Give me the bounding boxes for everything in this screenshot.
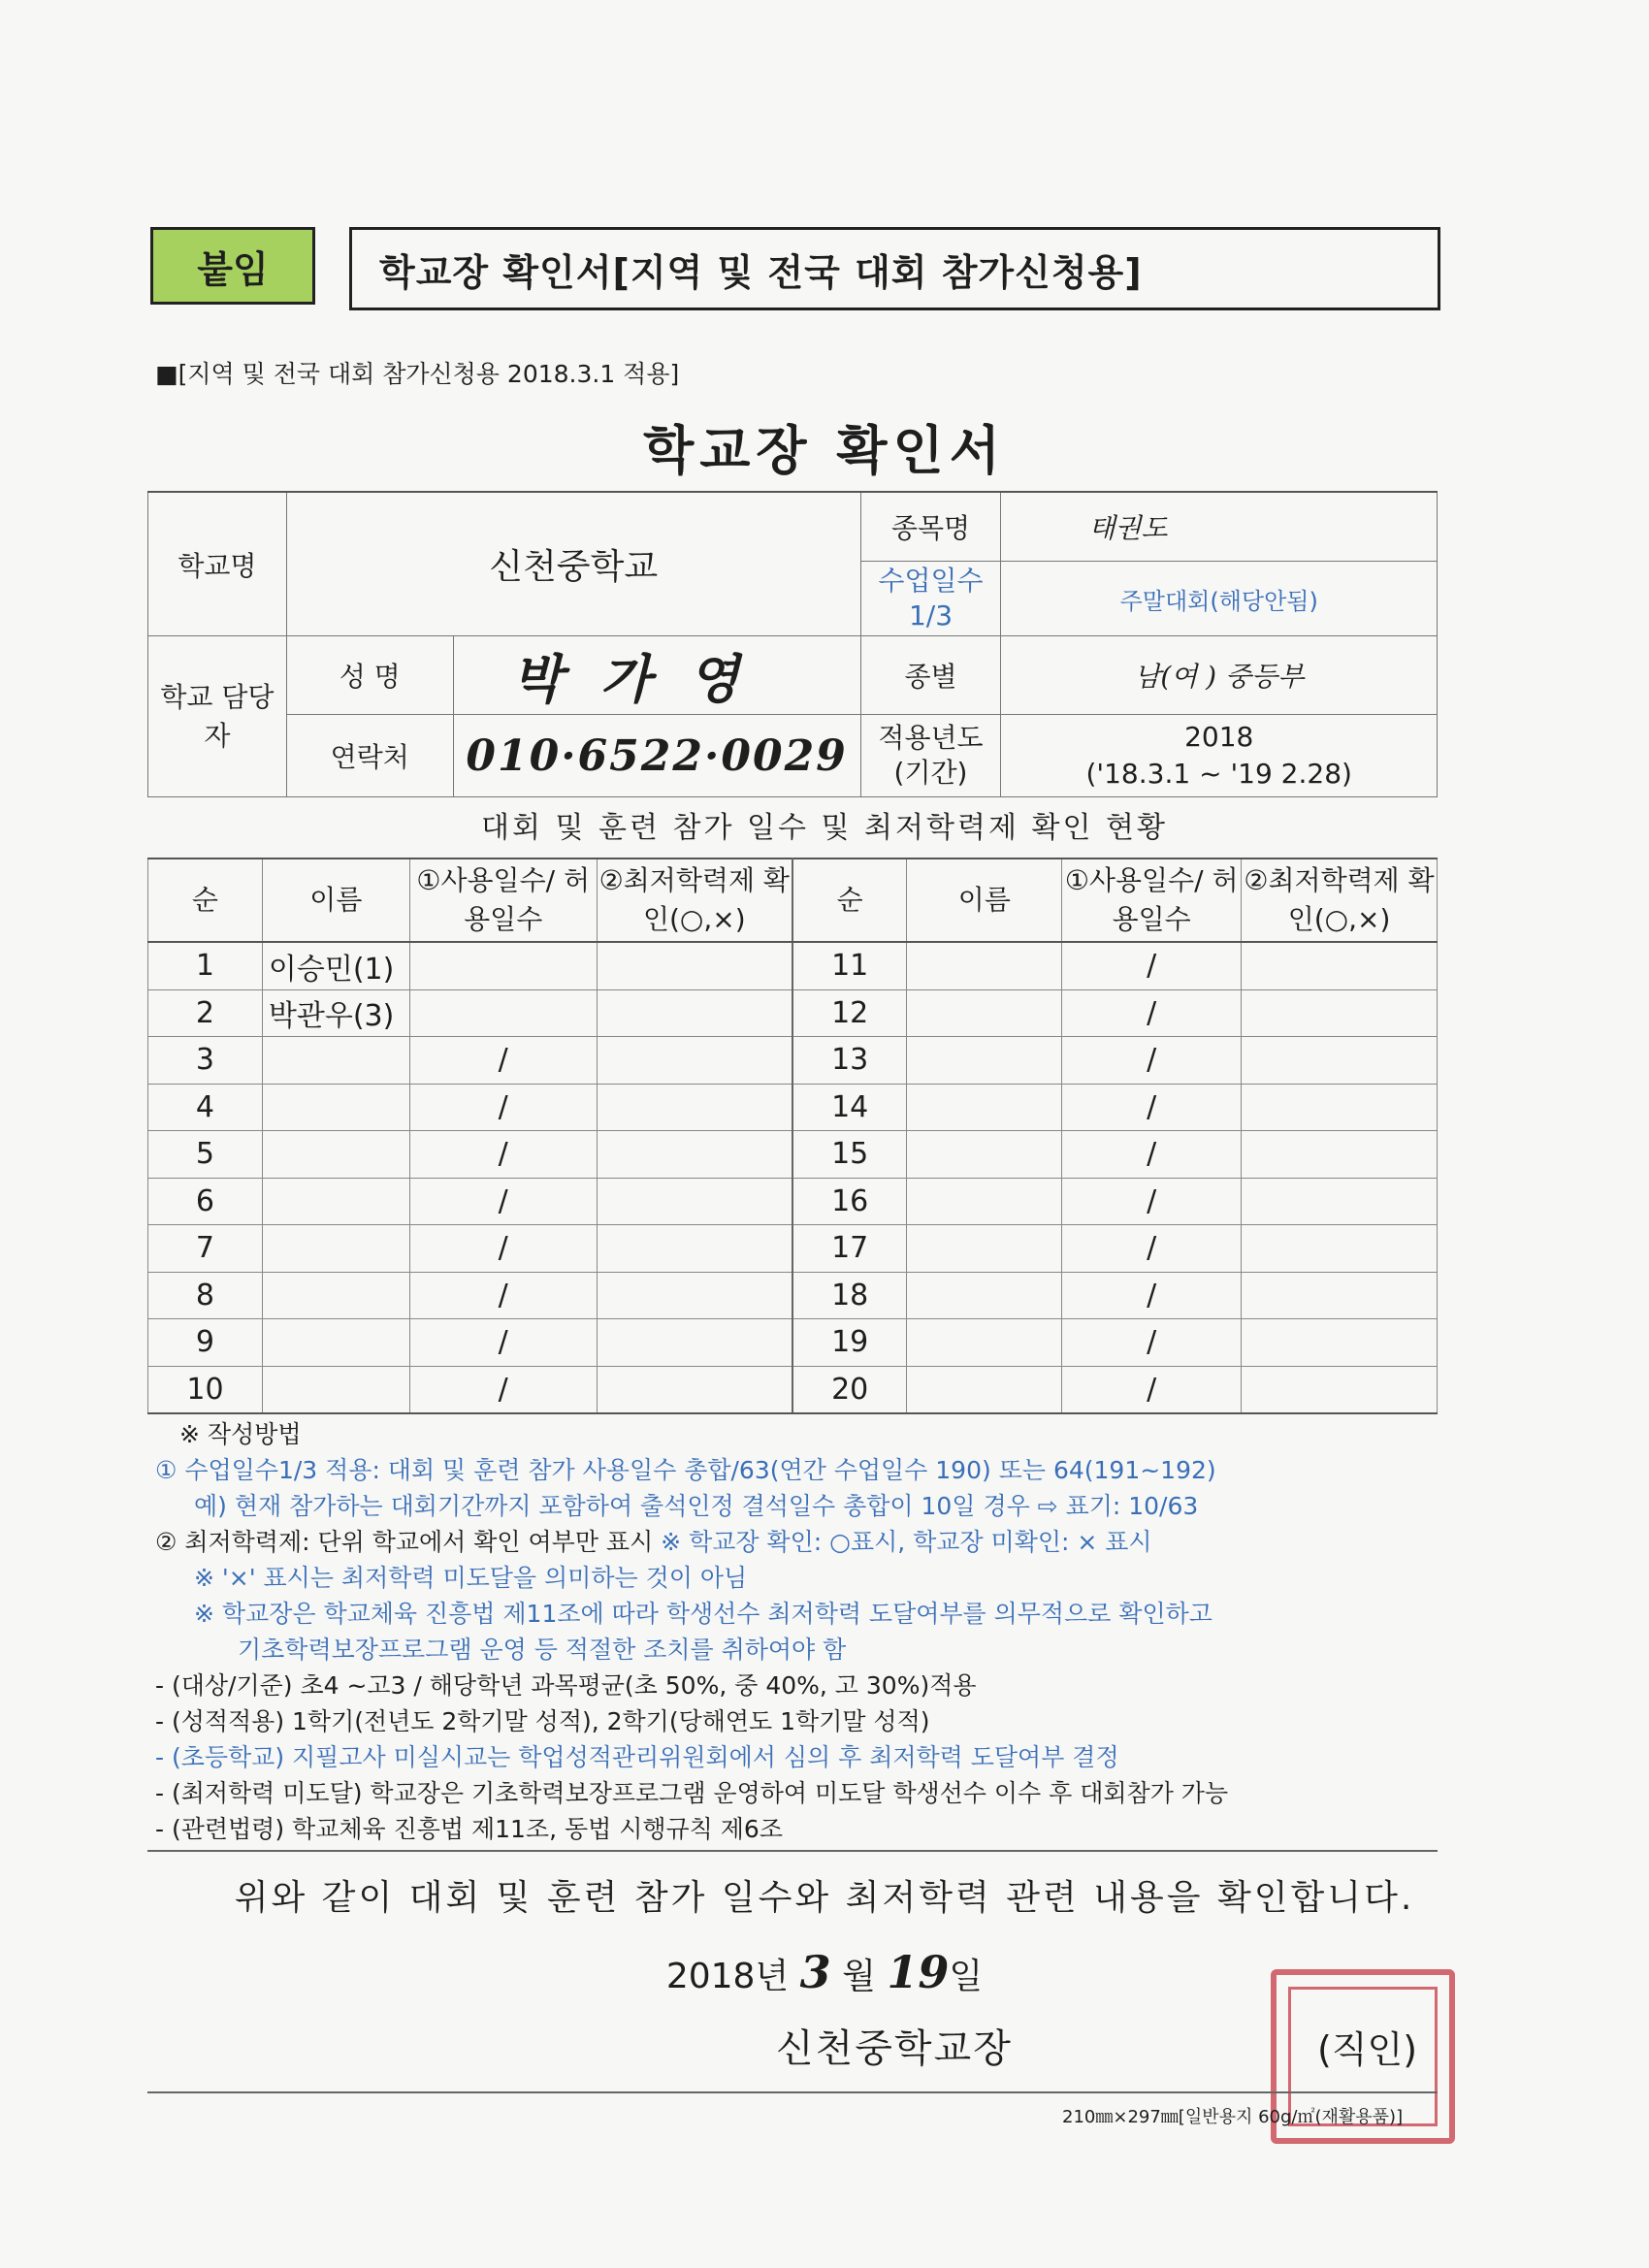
student-name-right	[907, 989, 1062, 1037]
date-month: 3	[799, 1946, 831, 1998]
student-name-right	[907, 1225, 1062, 1273]
days-right: /	[1062, 1319, 1242, 1367]
row-number-left: 1	[148, 942, 263, 989]
student-name-left	[262, 1272, 409, 1319]
class-days-label: 수업일수 1/3	[860, 562, 1001, 636]
check-right	[1242, 1366, 1438, 1413]
student-name-left	[262, 1037, 409, 1085]
note-4b: 기초학력보장프로그램 운영 등 적절한 조치를 취하여야 함	[238, 1636, 847, 1664]
participation-table	[147, 858, 1438, 1414]
student-name-left	[262, 1225, 409, 1273]
date-day-unit: 일	[949, 1957, 984, 1996]
student-name-left: 이승민(1)	[262, 942, 409, 989]
detail-5: - (관련법령) 학교체육 진흥법 제11조, 동법 시행규칙 제6조	[155, 1815, 783, 1843]
table-row	[148, 1084, 1438, 1131]
check-right	[1242, 1319, 1438, 1367]
student-name-right	[907, 1319, 1062, 1367]
note-2a: ② 최저학력제: 단위 학교에서 확인 여부만 표시	[155, 1528, 654, 1556]
col-days: ①사용일수/ 허용일수	[409, 859, 597, 942]
row-number-right: 20	[792, 1366, 907, 1413]
student-name-left	[262, 1319, 409, 1367]
gender-value: 남(여 ) 중등부	[1001, 636, 1438, 715]
student-name-right	[907, 1366, 1062, 1413]
confirmation-text: 위와 같이 대회 및 훈련 참가 일수와 최저학력 관련 내용을 확인합니다.	[234, 1878, 1415, 1918]
row-number-left: 6	[148, 1178, 263, 1225]
check-left	[597, 1178, 792, 1225]
student-name-right	[907, 1131, 1062, 1179]
school-name: 신천중학교	[286, 492, 860, 636]
name-label: 성 명	[286, 636, 453, 715]
row-number-left: 8	[148, 1272, 263, 1319]
check-left	[597, 1272, 792, 1319]
col-days: ①사용일수/ 허용일수	[1062, 859, 1242, 942]
sport-label: 종목명	[860, 492, 1001, 562]
year-cell	[1001, 715, 1438, 797]
student-name-left	[262, 1131, 409, 1179]
check-left	[597, 1037, 792, 1085]
col-name: 이름	[907, 859, 1062, 942]
check-left	[597, 1084, 792, 1131]
gender-label: 종별	[860, 636, 1001, 715]
check-right	[1242, 1084, 1438, 1131]
check-left	[597, 989, 792, 1037]
row-number-right: 14	[792, 1084, 907, 1131]
row-number-right: 17	[792, 1225, 907, 1273]
contact-value: 010·6522·0029	[453, 715, 860, 797]
check-right	[1242, 1178, 1438, 1225]
days-left: /	[409, 1084, 597, 1131]
days-left: /	[409, 1131, 597, 1179]
detail-1: - (대상/기준) 초4 ~고3 / 해당학년 과목평균(초 50%, 중 40%, 고 30%)적용	[155, 1671, 977, 1700]
row-number-right: 11	[792, 942, 907, 989]
row-number-left: 5	[148, 1131, 263, 1179]
section-title: 대회 및 훈련 참가 일수 및 최저학력제 확인 현황	[481, 811, 1168, 845]
detail-4: - (최저학력 미도달) 학교장은 기초학력보장프로그램 운영하여 미도달 학생선수 이수 후 대회참가 가능	[155, 1779, 1229, 1807]
student-name-right	[907, 1272, 1062, 1319]
days-right: /	[1062, 1366, 1242, 1413]
check-left	[597, 1131, 792, 1179]
days-right: /	[1062, 1131, 1242, 1179]
days-right: /	[1062, 1037, 1242, 1085]
days-left: /	[409, 1178, 597, 1225]
student-name-right	[907, 1084, 1062, 1131]
col-check: ②최저학력제 확인(○,×)	[1242, 859, 1438, 942]
check-right	[1242, 1037, 1438, 1085]
days-left: /	[409, 1319, 597, 1367]
notes-heading: ※ 작성방법	[179, 1420, 302, 1448]
row-number-left: 10	[148, 1366, 263, 1413]
row-number-right: 18	[792, 1272, 907, 1319]
date-year: 2018년	[665, 1957, 790, 1996]
days-left	[409, 989, 597, 1037]
table-row	[148, 942, 1438, 989]
col-no: 순	[792, 859, 907, 942]
student-name-right	[907, 1037, 1062, 1085]
principal-signature-line: 신천중학교장	[776, 2026, 1013, 2071]
check-left	[597, 942, 792, 989]
check-right	[1242, 1131, 1438, 1179]
detail-3: - (초등학교) 지필고사 미실시교는 학업성적관리위원회에서 심의 후 최저학력 도달여부 결정	[155, 1743, 1119, 1771]
school-label: 학교명	[148, 492, 287, 636]
row-number-right: 19	[792, 1319, 907, 1367]
check-right	[1242, 1225, 1438, 1273]
note-2b: ※ 학교장 확인: ○표시, 학교장 미확인: × 표시	[661, 1528, 1152, 1556]
days-left	[409, 942, 597, 989]
table-row	[148, 1225, 1438, 1273]
days-left: /	[409, 1037, 597, 1085]
paper-spec-note: 210㎜×297㎜[일반용지 60g/㎡(재활용품)]	[1062, 2107, 1404, 2127]
check-right	[1242, 1272, 1438, 1319]
col-check: ②최저학력제 확인(○,×)	[597, 859, 792, 942]
row-number-right: 15	[792, 1131, 907, 1179]
table-row	[148, 1178, 1438, 1225]
attachment-badge: 붙임	[150, 227, 315, 305]
student-name-right	[907, 942, 1062, 989]
days-right: /	[1062, 1178, 1242, 1225]
table-row	[148, 1366, 1438, 1413]
table-row	[148, 1037, 1438, 1085]
detail-2: - (성적적용) 1학기(전년도 2학기말 성적), 2학기(당해연도 1학기말 성적)	[155, 1707, 930, 1735]
sport-value: 태권도	[1001, 492, 1438, 562]
check-right	[1242, 989, 1438, 1037]
row-number-left: 4	[148, 1084, 263, 1131]
name-value: 박 가 영	[453, 636, 860, 715]
row-number-left: 9	[148, 1319, 263, 1367]
student-name-left: 박관우(3)	[262, 989, 409, 1037]
seal-label: (직인)	[1317, 2028, 1418, 2071]
check-left	[597, 1366, 792, 1413]
info-table	[147, 491, 1438, 797]
days-right: /	[1062, 1084, 1242, 1131]
col-no: 순	[148, 859, 263, 942]
student-name-left	[262, 1366, 409, 1413]
table-row	[148, 1272, 1438, 1319]
document-title: 학교장 확인서	[643, 420, 1006, 481]
form-subnote: ■[지역 및 전국 대회 참가신청용 2018.3.1 적용]	[155, 360, 680, 388]
days-right: /	[1062, 989, 1242, 1037]
date-month-unit: 월	[842, 1957, 876, 1996]
row-number-left: 2	[148, 989, 263, 1037]
student-name-left	[262, 1084, 409, 1131]
note-1a: ① 수업일수1/3 적용: 대회 및 훈련 참가 사용일수 총합/63(연간 수업일수 190) 또는 64(191~192)	[155, 1456, 1216, 1484]
staff-label: 학교 담당자	[148, 636, 287, 797]
class-days-value: 주말대회(해당안됨)	[1001, 562, 1438, 636]
check-right	[1242, 942, 1438, 989]
row-number-left: 3	[148, 1037, 263, 1085]
student-name-left	[262, 1178, 409, 1225]
table-row	[148, 1131, 1438, 1179]
row-number-right: 16	[792, 1178, 907, 1225]
days-right: /	[1062, 1272, 1242, 1319]
table-row	[148, 1319, 1438, 1367]
note-1b: 예) 현재 참가하는 대회기간까지 포함하여 출석인정 결석일수 총합이 10일 경우 ⇨ 표기: 10/63	[194, 1492, 1199, 1520]
form-header-title: 학교장 확인서[지역 및 전국 대회 참가신청용]	[349, 227, 1440, 310]
divider	[147, 1850, 1438, 1852]
days-left: /	[409, 1366, 597, 1413]
period-value: ('18.3.1 ~ '19 2.28)	[1085, 758, 1352, 790]
check-left	[597, 1319, 792, 1367]
col-name: 이름	[262, 859, 409, 942]
row-number-right: 13	[792, 1037, 907, 1085]
instructions	[155, 1416, 1474, 1847]
row-number-left: 7	[148, 1225, 263, 1273]
year-label: 적용년도 (기간)	[860, 715, 1001, 797]
contact-label: 연락처	[286, 715, 453, 797]
row-number-right: 12	[792, 989, 907, 1037]
note-4a: ※ 학교장은 학교체육 진흥법 제11조에 따라 학생선수 최저학력 도달여부를 의무적으로 확인하고	[194, 1600, 1212, 1628]
days-right: /	[1062, 942, 1242, 989]
student-name-right	[907, 1178, 1062, 1225]
days-right: /	[1062, 1225, 1242, 1273]
days-left: /	[409, 1225, 597, 1273]
date-day: 19	[887, 1946, 950, 1998]
table-row	[148, 989, 1438, 1037]
year-value: 2018	[1184, 721, 1254, 753]
bottom-divider	[147, 2091, 1438, 2093]
check-left	[597, 1225, 792, 1273]
note-3: ※ '×' 표시는 최저학력 미도달을 의미하는 것이 아님	[194, 1564, 748, 1592]
days-left: /	[409, 1272, 597, 1319]
note-2	[155, 1524, 1474, 1560]
